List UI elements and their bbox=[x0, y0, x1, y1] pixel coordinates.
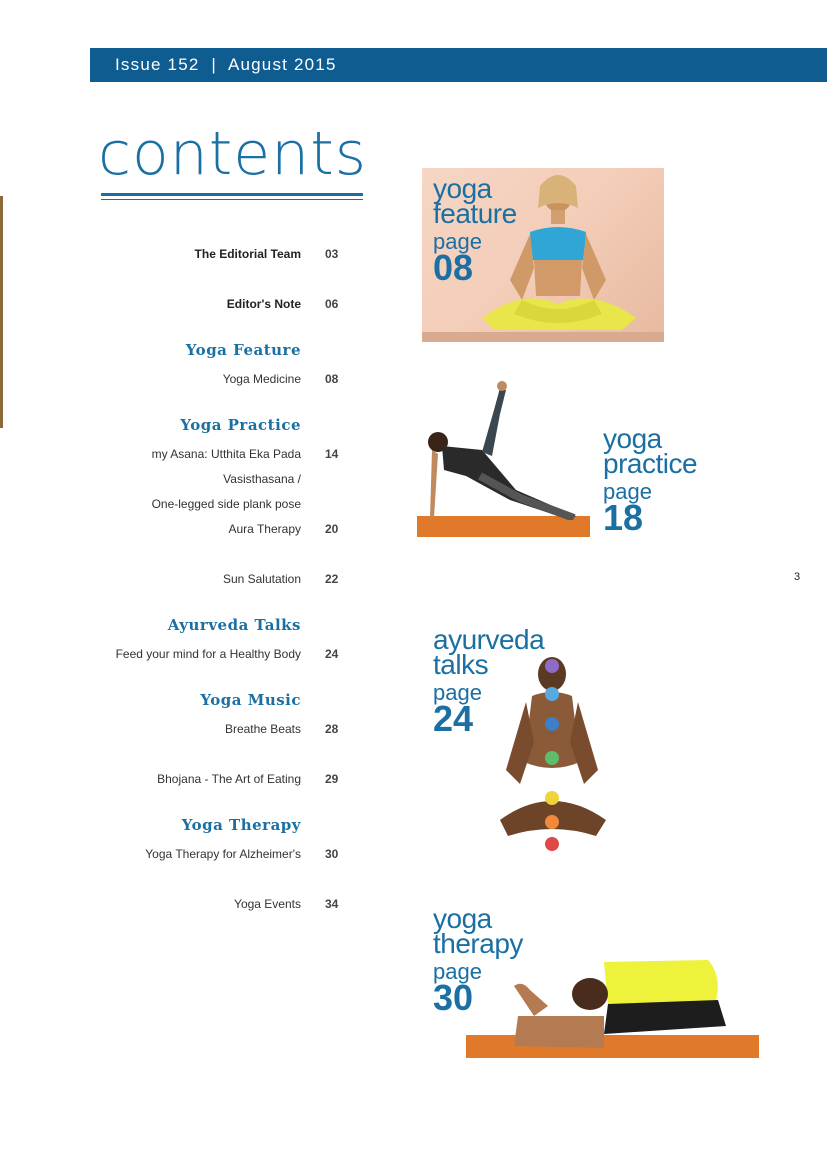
forward-bend-illustration bbox=[508, 956, 730, 1056]
yoga-feature-callout bbox=[433, 173, 517, 289]
toc-entry-page: 34 bbox=[325, 897, 339, 911]
toc-entry-page: 06 bbox=[325, 297, 339, 311]
header-separator: | bbox=[211, 55, 218, 74]
toc-entry-title[interactable]: Editor's Note bbox=[226, 297, 301, 311]
toc-section-heading: Yoga Practice bbox=[180, 416, 301, 434]
side-plank-illustration bbox=[420, 380, 590, 520]
callout-page-number: 30 bbox=[433, 977, 474, 1019]
title-underline bbox=[101, 193, 363, 196]
toc-entry-page: 29 bbox=[325, 772, 339, 786]
callout-page-label: page bbox=[433, 959, 482, 985]
issue-date-line bbox=[115, 55, 337, 75]
yoga-practice-callout bbox=[603, 423, 698, 539]
callout-line1: yoga bbox=[433, 173, 492, 204]
toc-entry-page: 08 bbox=[325, 372, 339, 386]
callout-line2: talks bbox=[433, 649, 489, 681]
toc-entry-page: 24 bbox=[325, 647, 339, 661]
toc-entry-title[interactable]: Yoga Events bbox=[234, 897, 301, 911]
callout-page-label: page bbox=[433, 229, 482, 255]
toc-entry-page: 14 bbox=[325, 447, 339, 461]
toc-entry-title[interactable]: Aura Therapy bbox=[228, 522, 301, 536]
toc-entry-title[interactable]: Sun Salutation bbox=[222, 572, 301, 586]
toc-entry-page: 28 bbox=[325, 722, 339, 736]
callout-line2: therapy bbox=[433, 928, 523, 960]
callout-page-number: 08 bbox=[433, 247, 474, 289]
callout-line1: yoga bbox=[433, 903, 492, 934]
callout-line1: ayurveda bbox=[433, 624, 545, 655]
chakra-meditation-illustration bbox=[496, 652, 610, 856]
callout-page-label: page bbox=[433, 680, 482, 706]
toc-section-heading: Yoga Therapy bbox=[181, 816, 301, 834]
title-underline-thin bbox=[101, 199, 363, 200]
page-edge-strip bbox=[0, 196, 3, 428]
callout-line1: yoga bbox=[603, 423, 662, 454]
callout-page-number: 24 bbox=[433, 698, 474, 740]
toc-entry-page: 03 bbox=[325, 247, 339, 261]
page-title: contents bbox=[98, 119, 367, 189]
toc-section-heading: Yoga Feature bbox=[185, 341, 301, 359]
page-number: 3 bbox=[794, 571, 801, 583]
toc-entry-page: 22 bbox=[325, 572, 339, 586]
toc-entry-title[interactable]: Yoga Medicine bbox=[222, 372, 301, 386]
toc-entry-title[interactable]: my Asana: Utthita Eka Pada bbox=[151, 447, 301, 461]
toc-entry-title[interactable]: Yoga Therapy for Alzheimer's bbox=[145, 847, 301, 861]
callout-page-number: 18 bbox=[603, 497, 644, 539]
toc-entry-page: 20 bbox=[325, 522, 339, 536]
callout-line2: practice bbox=[603, 448, 698, 480]
callout-page-label: page bbox=[603, 479, 652, 505]
toc-section-heading: Ayurveda Talks bbox=[167, 616, 301, 634]
issue-date: August 2015 bbox=[227, 55, 337, 74]
header-bar bbox=[90, 48, 827, 82]
toc-entry-title[interactable]: One-legged side plank pose bbox=[151, 497, 301, 511]
toc-entry-title[interactable]: Vasisthasana / bbox=[223, 472, 301, 486]
toc-entry-title[interactable]: The Editorial Team bbox=[194, 247, 301, 261]
toc-entry-title[interactable]: Breathe Beats bbox=[224, 722, 301, 736]
callout-line2: feature bbox=[433, 198, 517, 230]
toc-section-heading: Yoga Music bbox=[200, 691, 301, 709]
toc-entry-title[interactable]: Bhojana - The Art of Eating bbox=[157, 772, 301, 786]
toc-entry-title[interactable]: Feed your mind for a Healthy Body bbox=[115, 647, 301, 661]
toc-entry-page: 30 bbox=[325, 847, 339, 861]
issue-label: Issue 152 bbox=[115, 55, 200, 74]
